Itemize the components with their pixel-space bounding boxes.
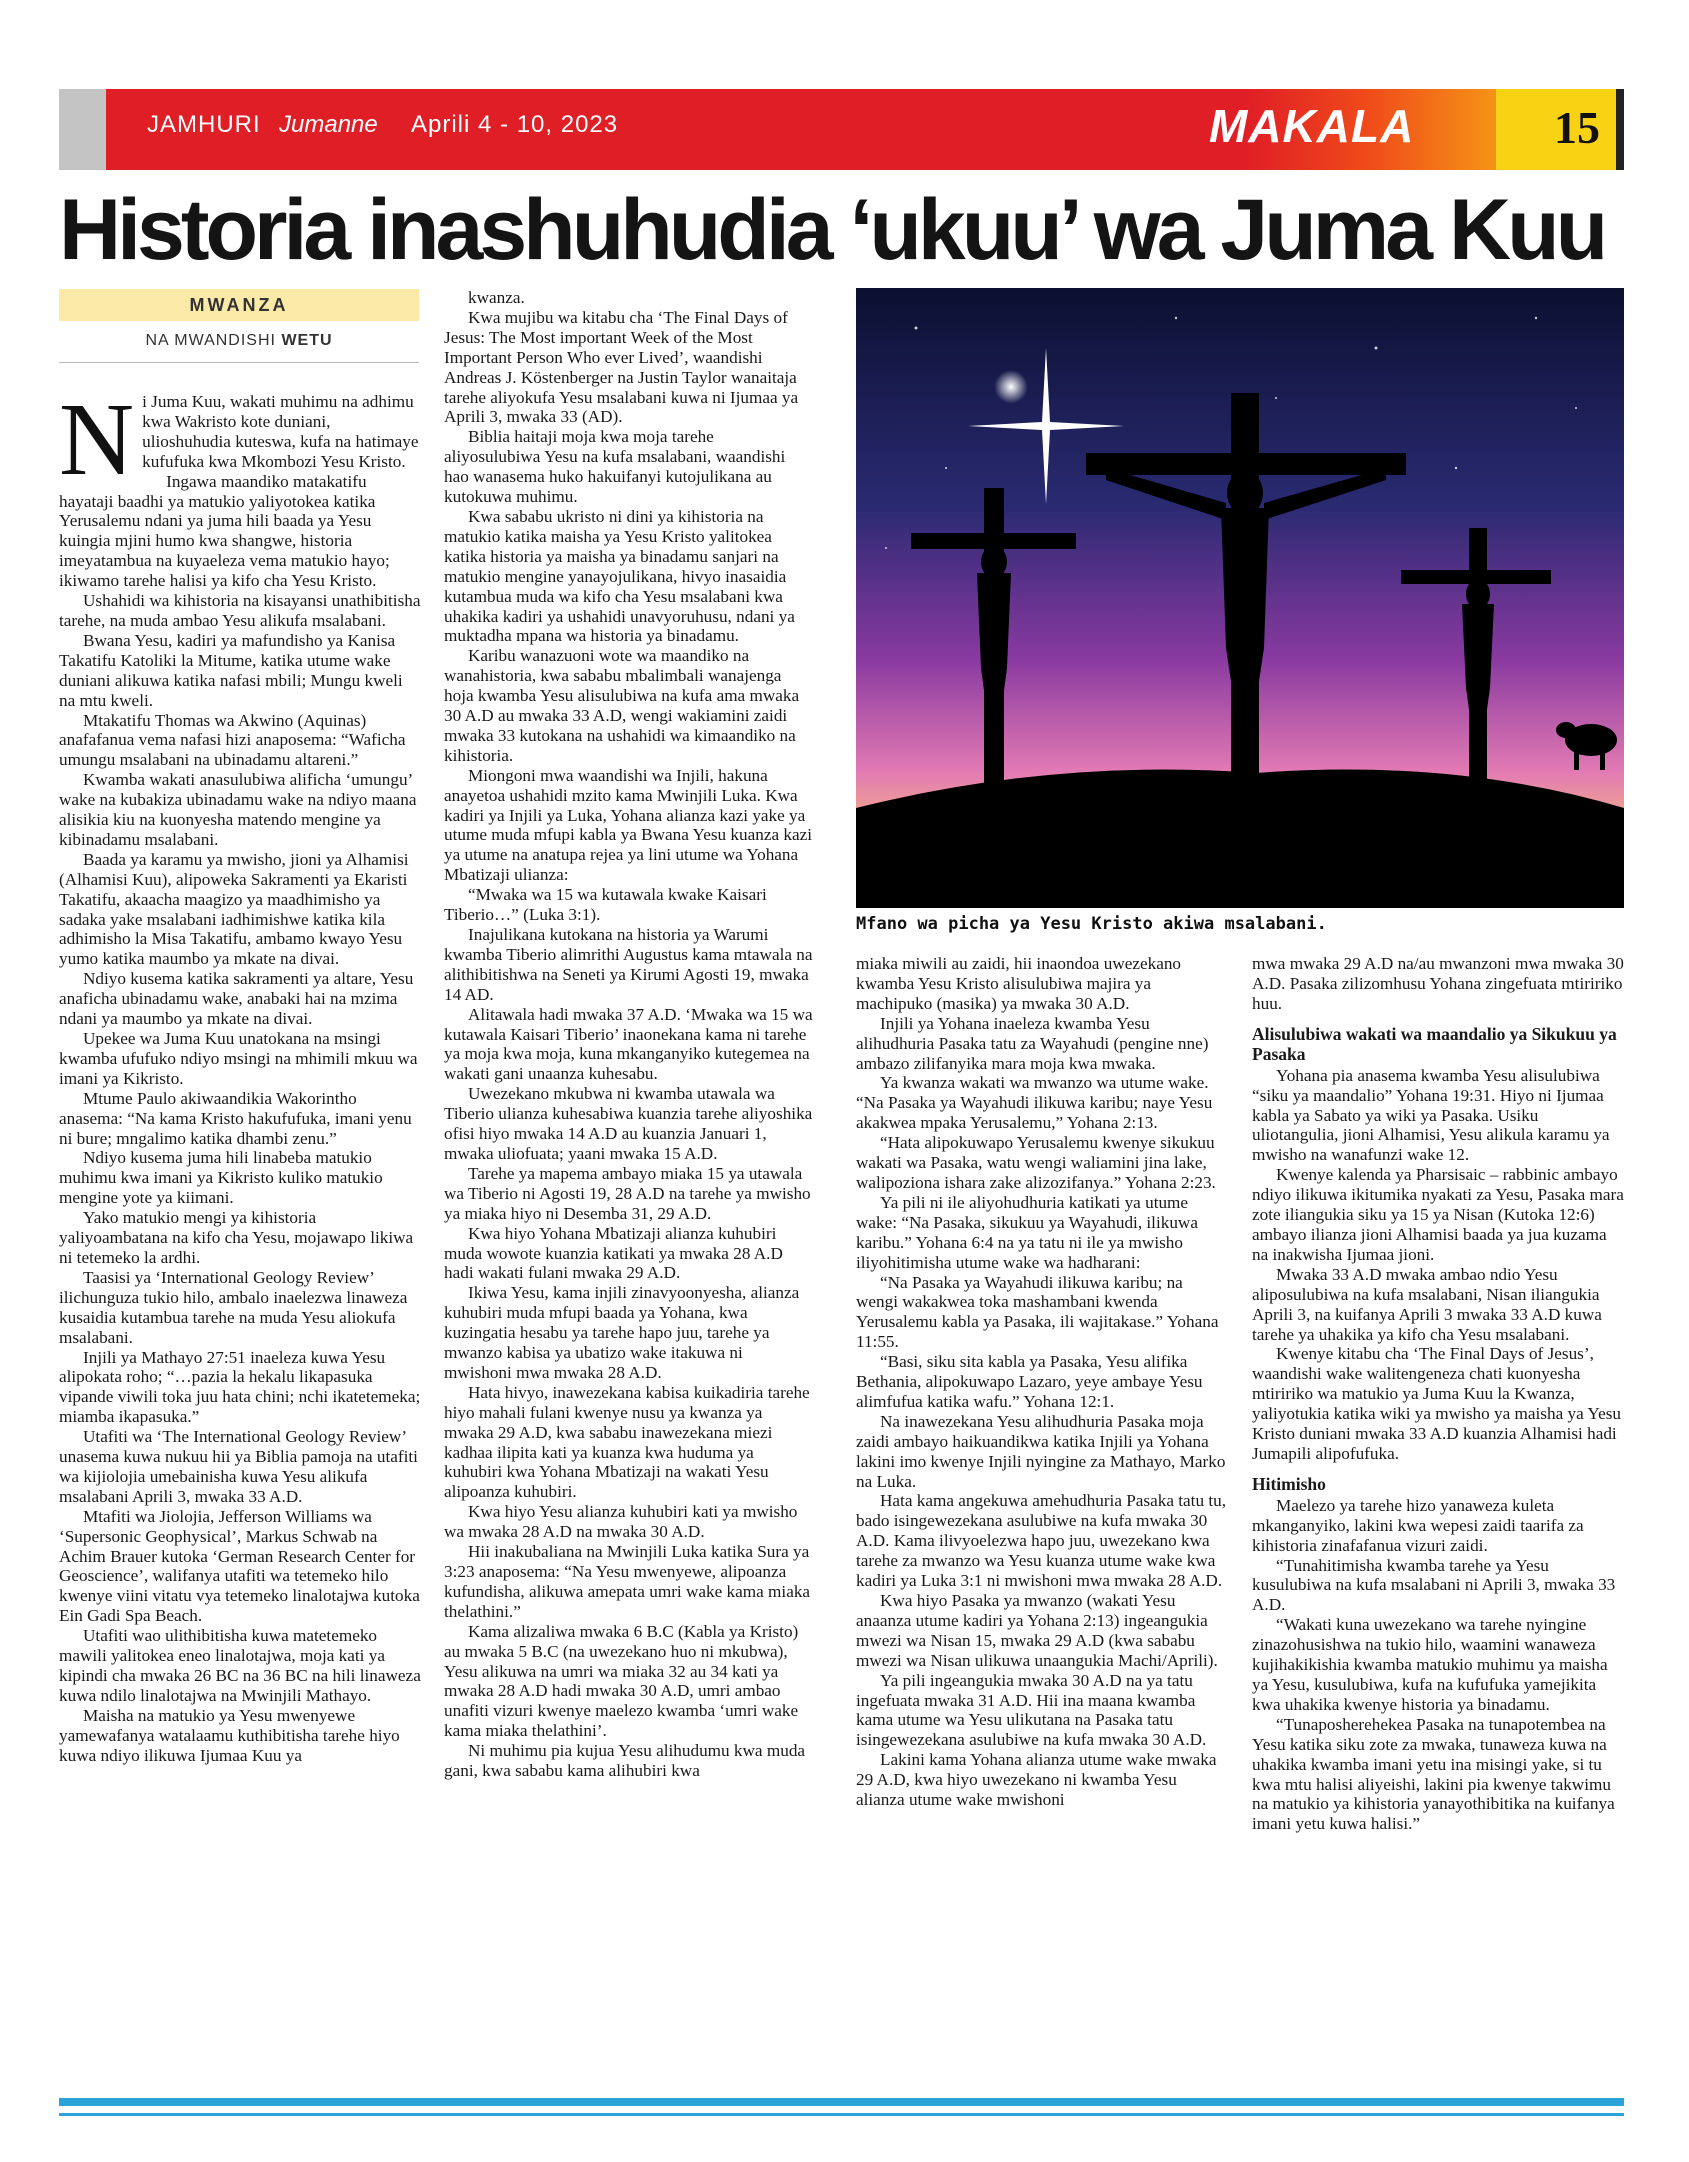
header-grey-tab <box>59 89 106 170</box>
paragraph: Maisha na matukio ya Yesu mwenyewe yamewafanya watalaamu kuthibitisha tarehe hiyo kuwa ndiyo ilikuwa Ijumaa Kuu ya <box>59 1705 400 1765</box>
issue-day: Jumanne <box>279 111 378 138</box>
paragraph: “Hata alipokuwapo Yerusalemu kwenye sikukuu wakati wa Pasaka, watu wengi waliamini jina lake, walipoziona ishara zake alizozifanya.” Yohana 2:23. <box>856 1133 1216 1192</box>
byline-name: WETU <box>281 332 333 349</box>
paragraph: “Mwaka wa 15 wa kutawala kwake Kaisari Tiberio…” (Luka 3:1). <box>444 885 767 925</box>
footer-rule <box>59 2098 1624 2106</box>
paragraph: Kwenye kalenda ya Pharsisaic – rabbinic ambayo ndiyo ilikuwa ikitumika nyakati za Yesu, Pasaka mara zote iliangukia siku ya 15 ya Nisan (Kutoka 12:6) ambayo ilianza jioni Alhamisi baada ya jua kuzama na inakwisha Ijumaa jioni. <box>1252 1165 1624 1264</box>
subheading-hitimisho: Hitimisho <box>1252 1473 1326 1494</box>
paragraph: Alitawala hadi mwaka 37 A.D. ‘Mwaka wa 15 wa kutawala Kaisari Tiberio’ inaonekana kama ni tarehe ya moja kwa moja, kuna mkanganyiko kutegemea na wakati gani unaanza kuhesabu. <box>444 1004 813 1084</box>
headline: Historia inashuhudia ‘ukuu’ wa Juma Kuu <box>59 182 1605 278</box>
crucifixion-photo <box>856 288 1624 908</box>
paragraph: Mtakatifu Thomas wa Akwino (Aquinas) anafafanua vema nafasi hizi anaposema: “Waficha umungu msalabani na ubinadamu altareni.” <box>59 710 406 770</box>
paragraph: Lakini kama Yohana alianza utume wake mwaka 29 A.D, kwa hiyo uwezekano ni kwamba Yesu alianza utume wake mwishoni <box>856 1750 1217 1810</box>
paragraph: Taasisi ya ‘International Geology Review’ ilichunguza tukio hilo, ambalo inaelezwa linaweza kusaidia kutambua tarehe na muda Yesu aliokufa msalabani. <box>59 1267 408 1347</box>
paragraph: mwa mwaka 29 A.D na/au mwanzoni mwa mwaka 30 A.D. Pasaka zilizomhusu Yohana zingefuata mtiririko huu. <box>1252 954 1624 1013</box>
paragraph: Kwa hiyo Yesu alianza kuhubiri kati ya mwisho wa mwaka 28 A.D na mwaka 30 A.D. <box>444 1502 798 1542</box>
paragraph: Uwezekano mkubwa ni kwamba utawala wa Tiberio ulianza kuhesabiwa kuanzia tarehe aliyoshika ofisi hiyo mwaka 14 A.D au kuanzia Januari 1, mwaka uliofuata; yaani mwaka 15 A.D. <box>444 1084 813 1163</box>
article-column-3 <box>856 954 1228 1810</box>
paragraph: Baada ya karamu ya mwisho, jioni ya Alhamisi (Alhamisi Kuu), alipoweka Sakramenti ya Ekaristi Takatifu, akaacha maagizo ya maadhimisho ya sadaka yake msalabani iadhimishwe katika kila adhimisho la Misa Takatifu, ambamo kwayo Yesu yumo katika maumbo ya mkate na divai. <box>59 849 409 969</box>
paragraph: Upekee wa Juma Kuu unatokana na msingi kwamba ufufuko ndiyo msingi na mhimili mkuu wa imani ya Kikristo. <box>59 1029 418 1088</box>
paragraph: Utafiti wao ulithibitisha kuwa matetemeko mawili yalitokea eneo linalotajwa, moja kati ya kipindi cha mwaka 26 BC na 36 BC na hili linaweza kuwa ndilo linalotajwa na Mwinjili Mathayo. <box>59 1626 421 1705</box>
paragraph: Kwenye kitabu cha ‘The Final Days of Jesus’, waandishi wake walitengeneza chati kuonyesha mtiririko wa matukio ya Juma Kuu la Kwanza, yaliyotukia katika wiki ya mwisho ya maisha ya Yesu Kristo duniani mwaka 33 A.D kuanzia Alhamisi hadi Jumapili alipofufuka. <box>1252 1344 1622 1463</box>
paragraph: Kwa hiyo Yohana Mbatizaji alianza kuhubiri muda wowote kuanzia katikati ya mwaka 28 A.D hadi wakati fulani mwaka 29 A.D. <box>444 1223 783 1283</box>
paragraph: Karibu wanazuoni wote wa maandiko na wanahistoria, kwa sababu mbalimbali wanajenga hoja kwamba Yesu alisulubiwa na kufa ama mwaka 30 A.D au mwaka 33 A.D, wengi wakiamini zaidi mwaka 33 kutokana na ushahidi wa kimaandiko na kihistoria. <box>444 646 800 765</box>
paragraph: Mtume Paulo akiwaandikia Wakorintho anasema: “Na kama Kristo hakufufuka, imani yenu ni bure; mngalimo katika dhambi zenu.” <box>59 1088 412 1148</box>
paragraph: Ndiyo kusema katika sakramenti ya altare, Yesu anaficha ubinadamu wake, anabaki hai na mzima ndani ya maumbo ya mkate na divai. <box>59 969 414 1029</box>
paragraph: Kwa hiyo Pasaka ya mwanzo (wakati Yesu anaanza utume kadiri ya Yohana 2:13) ingeangukia mwezi wa Nisan 15, mwaka 29 A.D (kwa sababu mwezi wa Nisan ulikuwa unaangukia Machi/Aprili). <box>856 1591 1218 1670</box>
paragraph: Hata hivyo, inawezekana kabisa kuikadiria tarehe hiyo mahali fulani kwenye nusu ya kwanza ya mwaka 29 A.D, kwa sababu inawezekana miezi kadhaa ilipita kati ya kuanza kwa huduma ya kuhubiri kwa Yohana Mbatizaji na wakati Yesu alipoanza kuhubiri. <box>444 1382 810 1502</box>
article-column-2 <box>444 288 814 1781</box>
paragraph: Injili ya Yohana inaeleza kwamba Yesu alihudhuria Pasaka tatu za Wayahudi (pengine nne) ambazo zilifanyika mara moja kwa mwaka. <box>856 1013 1209 1073</box>
paragraph: “Tunahitimisha kwamba tarehe ya Yesu kusulubiwa na kufa msalabani ni Aprili 3, mwaka 33 A.D. <box>1252 1555 1616 1615</box>
paragraph: Ni muhimu pia kujua Yesu alihudumu kwa muda gani, kwa sababu kama alihubiri kwa <box>444 1741 806 1781</box>
issue-date: Aprili 4 - 10, 2023 <box>411 111 619 138</box>
paragraph: Maelezo ya tarehe hizo yanaweza kuleta mkanganyiko, lakini kwa wepesi zaidi taarifa za kihistoria zinafafanua vizuri zaidi. <box>1252 1495 1584 1555</box>
paragraph: Utafiti wa ‘The International Geology Review’ unasema kuwa nukuu hii ya Biblia pamoja na utafiti wa kijiolojia umebainisha kuwa Yesu alikufa msalabani Aprili 3, mwaka 33 A.D. <box>59 1427 418 1506</box>
paragraph: kwanza. <box>468 288 525 307</box>
paragraph: Kama alizaliwa mwaka 6 B.C (Kabla ya Kristo) au mwaka 5 B.C (na uwezekano huo ni mkubwa), Yesu alikuwa na umri wa miaka 32 au 34 kati ya mwaka 28 A.D hadi mwaka 30 A.D, umri ambao unafiti vizuri kwenye maelezo kwamba ‘umri wake kama miaka thelathini’. <box>444 1621 799 1741</box>
paragraph: Hata kama angekuwa amehudhuria Pasaka tatu tu, bado isingewezekana asulubiwe na kufa mwaka 30 A.D. Kama ilivyoelezwa hapo juu, uwezekano kwa tarehe za mwanzo wa Yesu kuanza utume wake kwa kadiri ya Luka 3:1 ni mwishoni mwa mwaka 28 A.D. <box>856 1491 1227 1591</box>
paragraph: Bwana Yesu, kadiri ya mafundisho ya Kanisa Takatifu Katoliki la Mitume, katika utume wake duniani alikuwa katika nafasi mbili; Mungu kweli na mtu kweli. <box>59 630 403 710</box>
paragraph: “Basi, siku sita kabla ya Pasaka, Yesu alifika Bethania, alipokuwapo Lazaro, yeye ambaye Yesu alimfufua katika wafu.” Yohana 12:1. <box>856 1352 1203 1411</box>
paragraph: Ushahidi wa kihistoria na kisayansi unathibitisha tarehe, na muda ambao Yesu alikufa msalabani. <box>59 591 421 630</box>
byline-divider <box>59 362 419 363</box>
paragraph: Ya kwanza wakati wa mwanzo wa utume wake. “Na Pasaka ya Wayahudi ilikuwa karibu; naye Yesu akakwea mpaka Yerusalemu,” Yohana 2:13. <box>856 1073 1213 1133</box>
subheading-maandalio: Alisulubiwa wakati wa maandalio ya Sikukuu ya Pasaka <box>1252 1023 1617 1064</box>
paper-name: JAMHURI <box>147 111 261 138</box>
paragraph: Mtafiti wa Jiolojia, Jefferson Williams wa ‘Supersonic Geophysical’, Markus Schwab na Achim Brauer kutoka ‘German Research Center for Geoscience’, walifanya utafiti wa tetemeko hilo kwenye viini vitatu vya tetemeko linalotajwa kutoka Ein Gadi Spa Beach. <box>59 1506 420 1626</box>
paragraph: “Na Pasaka ya Wayahudi ilikuwa karibu; na wengi wakakwea toka mashambani kwenda Yerusalemu kabla ya Pasaka, ili wajitakase.” Yohana 11:55. <box>856 1272 1219 1352</box>
paragraph: Injili ya Mathayo 27:51 inaeleza kuwa Yesu alipokata roho; “…pazia la hekalu likapasuka vipande viwili toka juu hata chini; nchi ikatetemeka; miamba ikapasuka.” <box>59 1347 421 1427</box>
paragraph: Inajulikana kutokana na historia ya Warumi kwamba Tiberio alimrithi Augustus kama mtawala na alithibitishwa na Seneti ya Kirumi Agosti 19, mwaka 14 AD. <box>444 925 813 1004</box>
byline-prefix: NA MWANDISHI <box>145 332 276 349</box>
photo-caption: Mfano wa picha ya Yesu Kristo akiwa msalabani. <box>856 914 1327 934</box>
paragraph: Ingawa maandiko matakatifu hayataji baadhi ya matukio yaliyotokea katika Yerusalemu ndani ya juma hili baada ya Yesu kuingia mjini humo kwa shangwe, historia imeyatambua na kuyaeleza vema matukio hayo; ikiwamo tarehe halisi ya kifo cha Yesu Kristo. <box>59 471 390 591</box>
paragraph: Ikiwa Yesu, kama injili zinavyoonyesha, alianza kuhubiri muda mfupi baada ya Yohana, kwa kuzingatia hesabu ya tarehe hapo juu, tarehe ya mwanzo kabisa ya ubatizo wake itakuwa ni mwishoni mwa mwaka 28 A.D. <box>444 1283 800 1382</box>
paragraph: Ndiyo kusema juma hili linabeba matukio muhimu kwa imani ya Kikristo kuliko matukio mengine yote ya kiimani. <box>59 1148 383 1208</box>
crucifixion-illustration <box>856 288 1624 908</box>
paragraph: i Juma Kuu, wakati muhimu na adhimu kwa Wakristo kote duniani, ulioshuhudia kuteswa, kufa na hatimaye kufufuka kwa Mkombozi Yesu Kristo. <box>142 392 419 471</box>
header-edge <box>1616 89 1624 170</box>
paragraph: Tarehe ya mapema ambayo miaka 15 ya utawala wa Tiberio ni Agosti 19, 28 A.D na tarehe ya mwisho ya miaka hiyo ni Desemba 31, 29 A.D. <box>444 1163 811 1223</box>
drop-cap: N <box>59 382 135 497</box>
paragraph: Biblia haitaji moja kwa moja tarehe aliyosulubiwa Yesu na kufa msalabani, waandishi hao wanasema huko hakuifanyi kutojulikana au kutokuwa muhimu. <box>444 427 786 507</box>
page-header <box>59 89 1624 170</box>
paragraph: Hii inakubaliana na Mwinjili Luka katika Sura ya 3:23 anaposema: “Na Yesu mwenyewe, alipoanza kufundisha, alikuwa amepata umri wake kama miaka thelathini.” <box>444 1542 811 1621</box>
paragraph: Yohana pia anasema kwamba Yesu alisulubiwa “siku ya maandalio” Yohana 19:31. Hiyo ni Ijumaa kabla ya Sabato ya wiki ya Pasaka. Usiku uliotangulia, jioni Alhamisi, Yesu alikula karamu ya mwisho na wanafunzi wake 12. <box>1252 1065 1610 1165</box>
paragraph: Miongoni mwa waandishi wa Injili, hakuna anayetoa ushahidi mzito kama Mwinjili Luka. Kwa kadiri ya Injili ya Luka, Yohana alianza kazi yake ya utume muda mfupi kabla ya Bwana Yesu kuanza kazi ya utume na anatupa rejea ya lini utume wa Yohana Mbatizaji ulianza: <box>444 765 813 885</box>
article-column-4 <box>1252 954 1624 1834</box>
paragraph: Na inawezekana Yesu alihudhuria Pasaka moja zaidi ambayo haikuandikwa katika Injili ya Yohana lakini imo kwenye Injili nyingine za Mathayo, Marko na Luka. <box>856 1411 1226 1491</box>
paragraph: Ya pili ingeangukia mwaka 30 A.D na ya tatu ingefuata mwaka 31 A.D. Hii ina maana kwamba kama utume wa Yesu ulikutana na Pasaka tatu isingewezekana asulubiwe na kufa mwaka 30 A.D. <box>856 1670 1207 1750</box>
paragraph: “Tunaposherehekea Pasaka na tunapotembea na Yesu katika siku zote za mwaka, tunaweza kuwa na uhakika kwamba imani yetu ina misingi yake, si tu kwa mtu halisi aliyeishi, lakini pia kwenye takwimu na matukio ya kihistoria yanayothibitika na kuifanya imani yetu kuwa halisi.” <box>1252 1714 1615 1834</box>
paragraph: Kwa mujibu wa kitabu cha ‘The Final Days of Jesus: The Most important Week of the Most Important Person Who ever Lived’, waandishi Andreas J. Köstenberger na Justin Taylor wanaitaja tarehe aliyokufa Yesu msalabani kuwa ni Ijumaa ya Aprili 3, mwaka 33 (AD). <box>444 307 799 427</box>
section-title: MAKALA <box>1209 100 1415 152</box>
page-number: 15 <box>1554 102 1600 153</box>
location-label: MWANZA <box>59 289 419 321</box>
paragraph: Mwaka 33 A.D mwaka ambao ndio Yesu aliposulubiwa na kufa msalabani, Nisan iliangukia Aprili 3, na kuifanya Aprili 3 mwaka 33 A.D kuwa tarehe ya uhakika ya kifo cha Yesu msalabani. <box>1252 1264 1602 1344</box>
article-column-1 <box>59 382 421 1766</box>
byline <box>59 332 419 350</box>
paragraph: Yako matukio mengi ya kihistoria yaliyoambatana na kifo cha Yesu, mojawapo likiwa ni tetemeko la ardhi. <box>59 1208 414 1267</box>
paragraph: Kwamba wakati anasulubiwa alificha ‘umungu’ wake na kubakiza ubinadamu wake na ndiyo maana alisikia kiu na kuonyesha matendo mengine ya kibinadamu msalabani. <box>59 770 417 849</box>
footer-rule-thin <box>59 2113 1624 2116</box>
paragraph: Ya pili ni ile aliyohudhuria katikati ya utume wake: “Na Pasaka, sikukuu ya Wayahudi, ilikuwa karibu.” Yohana 6:4 na ya tatu ni ile ya mwisho iliyohitimisha utume wake wa hadharani: <box>856 1192 1198 1272</box>
paragraph: miaka miwili au zaidi, hii inaondoa uwezekano kwamba Yesu Kristo alisulubiwa majira ya machipuko (masika) ya mwaka 30 A.D. <box>856 954 1182 1013</box>
paragraph: Kwa sababu ukristo ni dini ya kihistoria na matukio katika maisha ya Yesu Kristo yalitokea katika historia ya maisha ya binadamu sanjari na matukio mengine yanayojulikana, hivyo inasaidia kutambua muda wa kifo cha Yesu msalabani kwa uhakika kadiri ya ushahidi unavyoruhusu, ndani ya muktadha mpana wa historia ya binadamu. <box>444 506 795 646</box>
paragraph: “Wakati kuna uwezekano wa tarehe nyingine zinazohusishwa na tukio hilo, waamini wanaweza kujihakikishia kwamba matukio muhimu ya maisha ya Yesu, kusulubiwa, kufa na kufufuka yamejikita kwa uhakika kwenye historia ya binadamu. <box>1252 1615 1608 1714</box>
